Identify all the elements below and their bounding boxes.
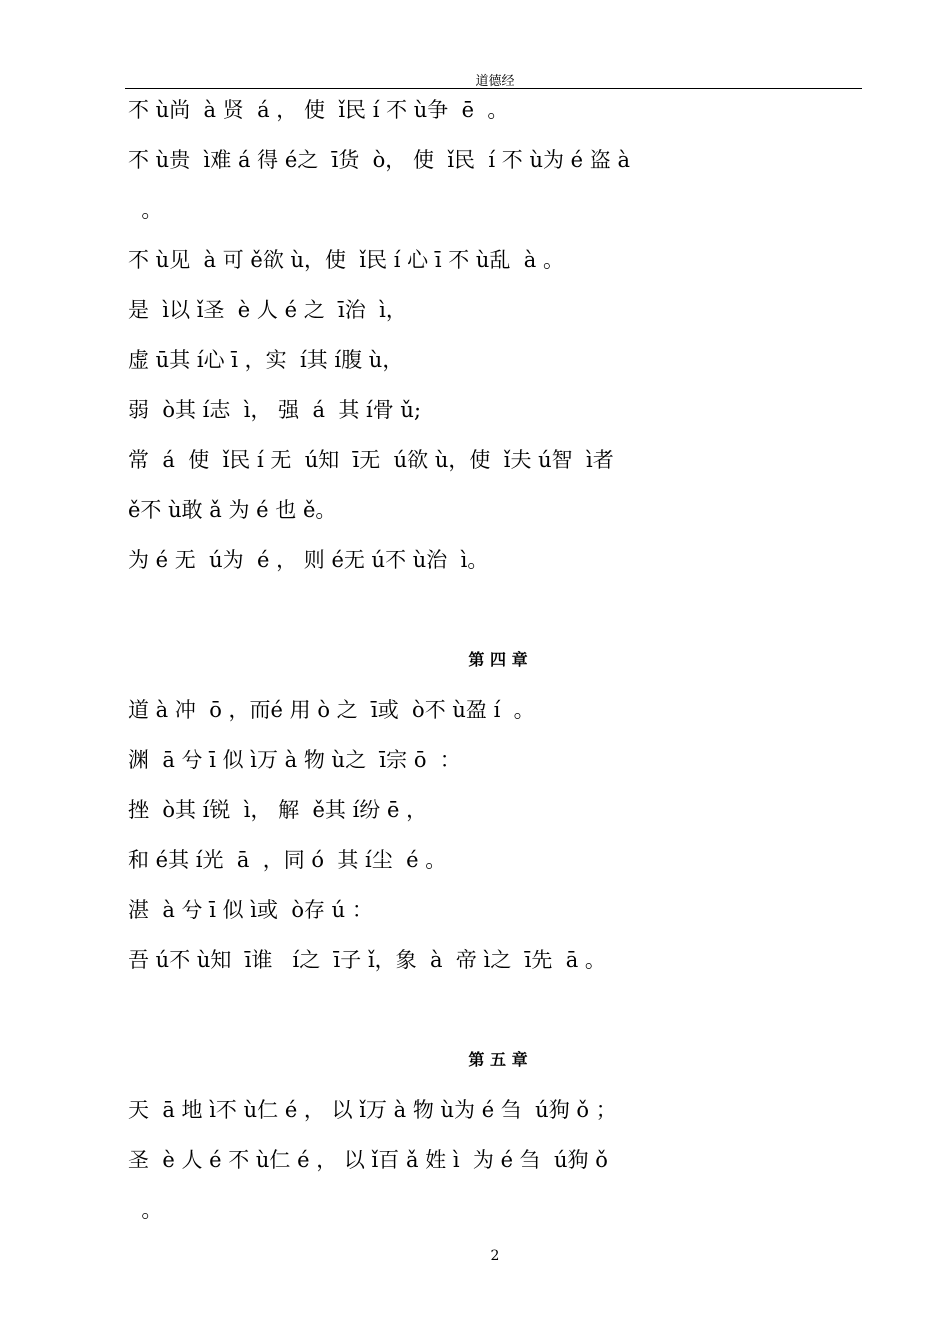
document-body: [128, 95, 868, 1245]
text-line: 不 ù尚 à 贤 á ， 使 ǐ民 í 不 ù争 ē 。: [128, 98, 509, 122]
text-line: 为 é 无 ú为 é ， 则 é无 ú不 ù治 ì。: [128, 548, 489, 572]
text-line: 虚 ū其 í心 ī ，实 í其 í腹 ù，: [128, 348, 404, 372]
chapter-heading: 第 四 章: [468, 650, 528, 669]
chapter-heading: 第 五 章: [468, 1050, 528, 1069]
text-line: 。: [128, 1198, 163, 1222]
text-line: ě不 ù敢 ǎ 为 é 也 ě。: [128, 498, 337, 522]
page-header-title: 道德经: [475, 74, 515, 89]
text-line: 是 ì以 ǐ圣 è 人 é 之 ī治 ì，: [128, 298, 407, 322]
header-rule: [125, 88, 862, 89]
section-gap: [128, 995, 868, 1045]
text-line: 圣 è 人 é 不 ù仁 é ， 以 ǐ百 ǎ 姓 ì 为 é 刍 ú狗 ǒ: [128, 1148, 608, 1172]
text-line: 。: [128, 198, 163, 222]
text-line: 道 à 冲 ō ，而é 用 ò 之 ī或 ò不 ù盈 í 。: [128, 698, 535, 722]
text-line: 常 á 使 ǐ民 í 无 ú知 ī无 ú欲 ù，使 ǐ夫 ú智 ì者: [128, 448, 614, 472]
text-line: 天 ā 地 ì不 ù仁 é ， 以 ǐ万 à 物 ù为 é 刍 ú狗 ǒ ；: [128, 1098, 617, 1122]
text-line: 渊 ā 兮 ī 似 ì万 à 物 ù之 ī宗 ō ：: [128, 748, 461, 772]
page-number: 2: [490, 1248, 500, 1264]
text-line: 和 é其 í光 ā ，同 ó 其 í尘 é 。: [128, 848, 447, 872]
text-line: 不 ù贵 ì难 á 得 é之 ī货 ò， 使 ǐ民 í 不 ù为 é 盗 à: [128, 148, 630, 172]
text-line: 吾 ú不 ù知 ī谁 í之 ī子 ǐ，象 à 帝 ì之 ī先 ā 。: [128, 948, 606, 972]
section-gap: [128, 595, 868, 645]
text-line: 不 ù见 à 可 ě欲 ù，使 ǐ民 í 心 ī 不 ù乱 à 。: [128, 248, 564, 272]
text-line: 挫 ò其 í锐 ì， 解 ě其 í纷 ē ，: [128, 798, 428, 822]
text-line: 弱 ò其 í志 ì， 强 á 其 í骨 ǔ;: [128, 398, 422, 422]
text-line: 湛 à 兮 ī 似 ì或 ò存 ú ：: [128, 898, 373, 922]
